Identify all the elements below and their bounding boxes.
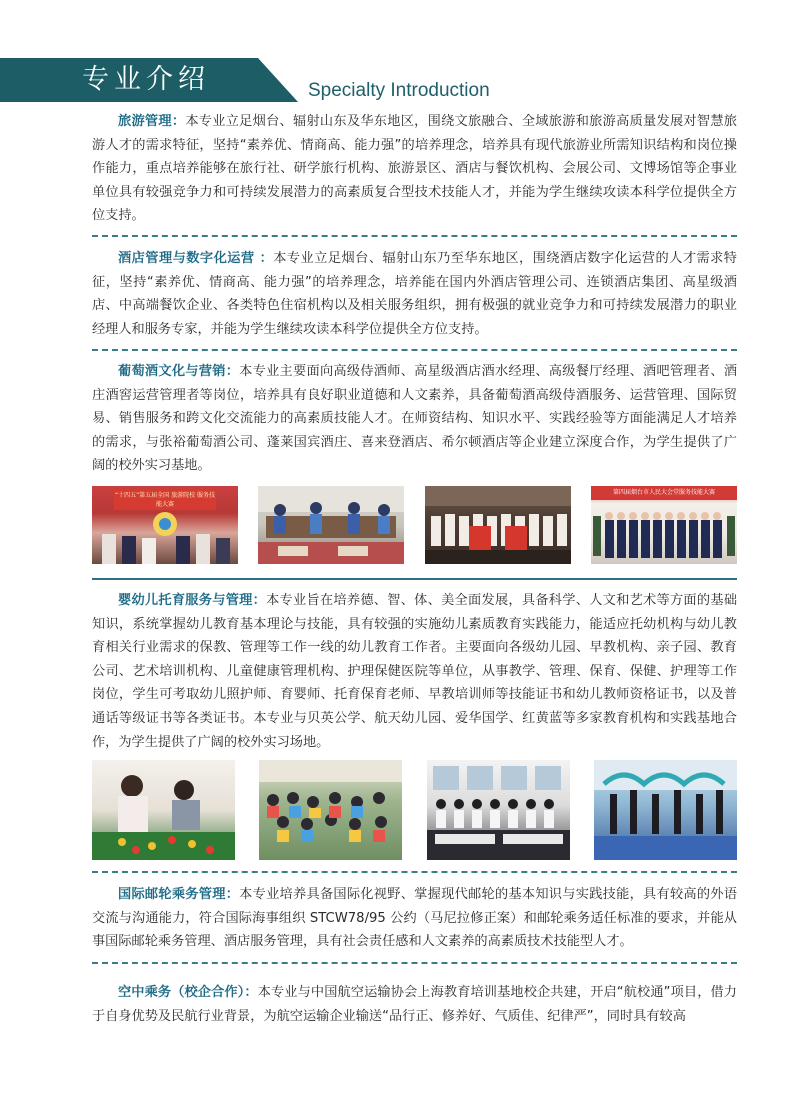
award-ceremony-photo <box>92 486 238 564</box>
group-photo-banners-photo <box>425 486 571 564</box>
photo-row-childcare <box>92 760 737 860</box>
section-divider <box>92 578 737 580</box>
section-body: 本专业旨在培养德、智、体、美全面发展，具备科学、人文和艺术等方面的基础知识，系统掌握幼儿教育基本理论与技能，具有较强的实施幼儿素质教育实践能力，能适应托幼机构与幼儿教育相关行业需求的保教、管理等工作一线的幼儿教育工作者。主要面向各级幼儿园、早教机构、亲子园、教育公司、艺术培训机构、儿童健康管理机构、护理保健医院等单位，从事教学、管理、保育、保健、护理等工作岗位，学生可考取幼儿照护师、育婴师、托育保育老师、早教培训师等技能证书和幼儿教师资格证书，以及普通话等级证书等各类证书。本专业与贝英公学、航天幼儿园、爱华国学、红黄蓝等多家教育机构和实践基地合作，为学生提供了广阔的校外实习场地。 <box>92 593 738 750</box>
section-body: 本专业培养具备国际化视野、掌握现代邮轮的基本知识与实践技能，具有较高的外语交流与沟通能力，符合国际海事组织 STCW78/95 公约（马尼拉修正案）和邮轮乘务适任标准的要求，并能从事国际邮轮乘务管理、酒店服务管理，具有社会责任感和人文素养的高素质技术技能型人才。 <box>92 887 738 950</box>
section-heading: 婴幼儿托育服务与管理： <box>118 593 267 608</box>
section-heading: 酒店管理与数字化运营 ： <box>118 251 274 266</box>
section-heading: 空中乘务（校企合作）： <box>118 985 258 1000</box>
section-body: 本专业立足烟台、辐射山东乃至华东地区，围绕酒店数字化运营的人才需求特征，坚持“素养优、情商高、能力强”的培养理念，培养能在国内外酒店管理公司、连锁酒店集团、高星级酒店、中高端餐饮企业、各类特色住宿机构以及相关服务组织，拥有极强的就业竞争力和可持续发展潜力的职业经理人和服务专家，并能为学生继续攻读本科学位提供全方位支持。 <box>92 251 737 337</box>
section-body: 本专业与中国航空运输协会上海教育培训基地校企共建，开启“航校通”项目，借力于自身优势及民航行业背景，为航空运输企业输送“品行正、修养好、气质佳、纪律严”，同时具有较高 <box>92 985 737 1024</box>
section-cruise-service <box>92 883 737 954</box>
section-divider <box>92 962 737 964</box>
section-infant-care <box>92 589 737 754</box>
wine-tasting-classroom-photo <box>258 486 404 564</box>
section-body: 本专业主要面向高级侍酒师、高星级酒店酒水经理、高级餐厅经理、酒吧管理者、酒庄酒窖运营管理者等岗位，培养具有良好职业道德和人文素养，具备葡萄酒高级侍酒服务、运营管理、国际贸易、销售服务和跨文化交流能力的高素质技能人才。在师资结构、知识水平、实践经验等方面能满足人才培养的需求，与张裕葡萄酒公司、蓬莱国宾酒庄、喜来登酒店、希尔顿酒店等企业建立深度合作，为学生提供了广阔的校外实习基地。 <box>92 364 738 474</box>
section-body: 本专业立足烟台、辐射山东及华东地区，围绕文旅融合、全域旅游和旅游高质量发展对智慧旅游人才的需求特征，坚持“素养优、情商高、能力强”的培养理念，培养具有现代旅游业所需知识结构和岗位操作能力，重点培养能够在旅行社、研学旅行机构、旅游景区、酒店与餐饮机构、会展公司、文博场馆等企事业单位具有较强竞争力和可持续发展潜力的高素质复合型技术技能人才，并能为学生继续攻读本科学位提供全方位支持。 <box>92 114 737 224</box>
section-wine-culture <box>92 360 737 478</box>
section-divider <box>92 871 737 873</box>
section-heading: 国际邮轮乘务管理： <box>118 887 240 902</box>
photo-banner-text: 第四届烟台市人民大会堂服务技能大赛 <box>612 489 715 496</box>
kindergarten-classroom-photo <box>259 760 402 860</box>
photo-banner-text: “十四五”第五届全国 旅游院校 服务技能大赛 <box>114 492 216 508</box>
section-tourism-management <box>92 110 737 228</box>
dance-studio-photo <box>594 760 737 860</box>
page-title: 专业介绍 <box>82 64 210 95</box>
photo-row-wine <box>92 486 737 564</box>
uniformed-staff-group-photo <box>591 486 737 564</box>
section-divider <box>92 349 737 351</box>
teacher-with-children-photo <box>92 760 235 860</box>
section-hotel-management <box>92 247 737 341</box>
piano-music-class-photo <box>427 760 570 860</box>
section-heading: 旅游管理： <box>118 114 186 129</box>
section-divider <box>92 235 737 237</box>
section-heading: 葡萄酒文化与营销： <box>118 364 240 379</box>
section-air-service <box>92 981 737 1028</box>
page-subtitle-english: Specialty Introduction <box>308 80 490 101</box>
